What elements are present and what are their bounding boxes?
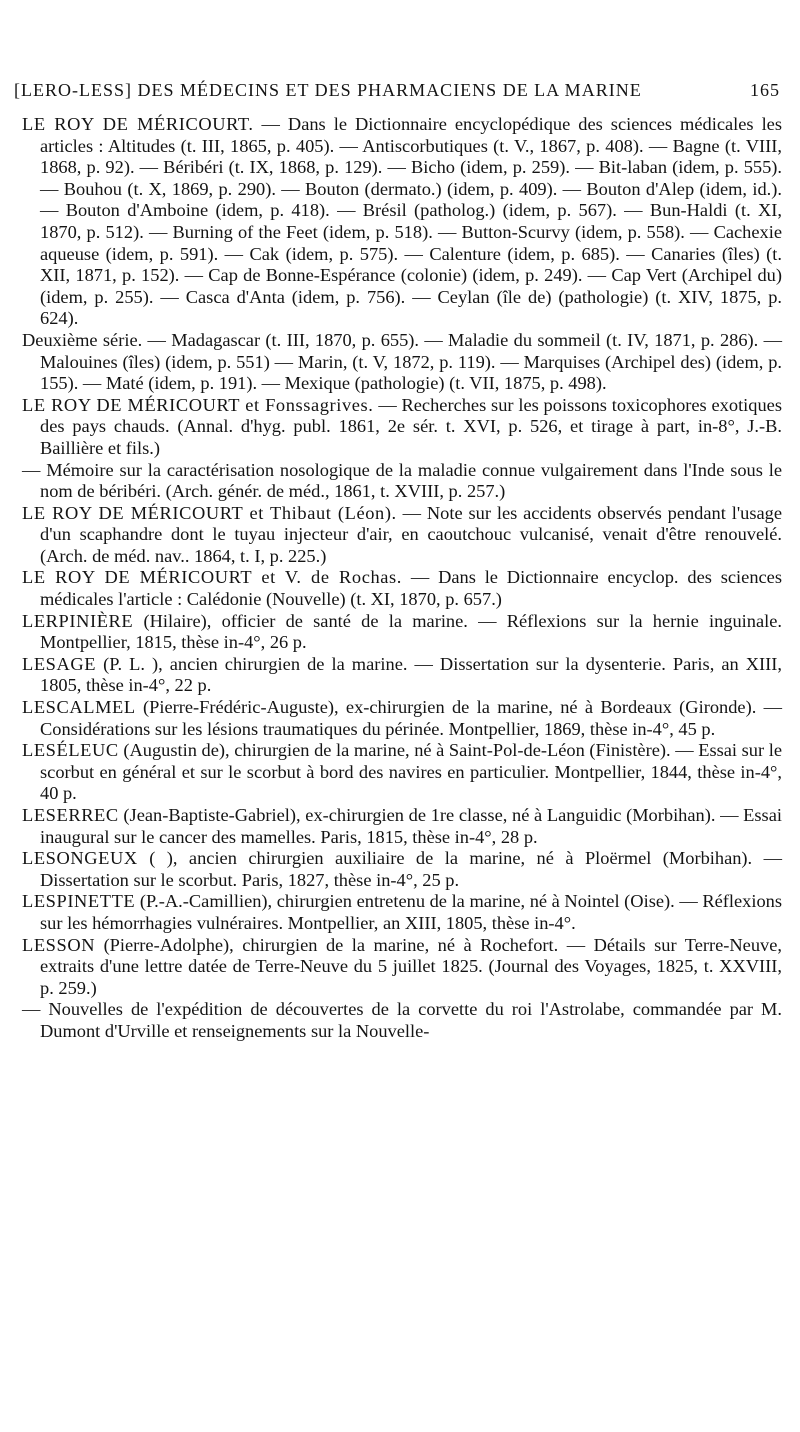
entry-author: LESERREC <box>22 805 119 825</box>
entry-lesongeux <box>22 848 782 891</box>
entry-memoire-beriberi <box>22 460 782 503</box>
entry-leseleuc <box>22 740 782 805</box>
entry-text: (Jean-Baptiste-Gabriel), ex-chirurgien de 1re classe, né à Languidic (Morbihan). — Essai inaugural sur le cancer des mamelles. Paris, 1815, thèse in-4°, 28 p. <box>40 805 782 847</box>
entry-le-roy-rochas <box>22 567 782 610</box>
bibliography-body <box>22 114 782 1043</box>
entry-text: (P.-A.-Camillien), chirurgien entretenu de la marine, né à Nointel (Oise). — Réflexions sur les hémorrhagies vulnéraires. Montpellier, an XIII, 1805, thèse in-4°. <box>40 891 782 933</box>
entry-author: LERPINIÈRE <box>22 610 134 631</box>
entry-author: LESCALMEL <box>22 697 136 718</box>
entry-author: LESPINETTE <box>22 891 136 912</box>
entry-lespinette <box>22 891 782 934</box>
entry-author: LESSON <box>22 934 96 955</box>
entry-author: LESÉLEUC <box>22 740 119 761</box>
entry-text: (Pierre-Adolphe), chirurgien de la marine, né à Rochefort. — Détails sur Terre-Neuve, extraits d'une lettre datée de Terre-Neuve du 5 juillet 1825. (Journal des Voyages, 1825, t. XXVIII, p. 259.) <box>40 934 782 998</box>
entry-text: — Note sur les accidents observés pendant l'usage d'un scaphandre dont le tuyau injecteur d'air, en caoutchouc vulcanisé, venait d'être renouvelé. (Arch. de méd. nav.. 1864, t. I, p. 225.) <box>40 502 783 566</box>
entry-text: — Dans le Dictionnaire encyclop. des sciences médicales l'article : Calédonie (Nouvelle) (t. XI, 1870, p. 657.) <box>40 567 782 610</box>
entry-text: (Hilaire), officier de santé de la marine. — Réflexions sur la hernie inguinale. Montpellier, 1815, thèse in-4°, 26 p. <box>40 610 782 653</box>
entry-le-roy-thibaut <box>22 503 782 568</box>
entry-author: LE ROY DE MÉRICOURT et Fonssagrives. <box>22 394 374 415</box>
entry-author: LE ROY DE MÉRICOURT. <box>22 114 254 134</box>
entry-text: ( ), ancien chirurgien auxiliaire de la marine, né à Ploërmel (Morbihan). — Dissertation sur le scorbut. Paris, 1827, thèse in-4°, 25 p. <box>40 848 782 890</box>
running-title: [LERO-LESS] DES MÉDECINS ET DES PHARMACIENS DE LA MARINE <box>14 80 642 100</box>
running-header <box>14 80 784 106</box>
entry-le-roy-de-mericourt <box>22 114 782 330</box>
entry-author: LE ROY DE MÉRICOURT et Thibaut (Léon). <box>22 502 397 523</box>
entry-lesson <box>22 935 782 1000</box>
entry-text: (Pierre-Frédéric-Auguste), ex-chirurgien de la marine, né à Bordeaux (Gironde). — Considérations sur les lésions traumatiques du périnée. Montpellier, 1869, thèse in-4°, 45 p. <box>40 697 782 739</box>
entry-author: LESONGEUX <box>22 848 138 869</box>
entry-text: Deuxième série. — Madagascar (t. III, 1870, p. 655). — Maladie du sommeil (t. IV, 1871, p. 286). — Malouines (îles) (idem, p. 551) — Marin, (t. V, 1872, p. 119). — Marquises (Archipel des) (idem, p. 155). — Maté (idem, p. 191). — Mexique (pathologie) (t. VII, 1875, p. 498). <box>22 329 782 394</box>
entry-text: — Recherches sur les poissons toxicophores exotiques des pays chauds. (Annal. d'hyg. publ. 1861, 2e sér. t. XVI, p. 526, et tirage à part, in-8°, J.-B. Baillière et fils.) <box>40 394 783 458</box>
entry-text: — Mémoire sur la caractérisation nosologique de la maladie connue vulgairement dans l'Inde sous le nom de béribéri. (Arch. génér. de méd., 1861, t. XVIII, p. 257.) <box>22 459 782 502</box>
entry-lerpiniere <box>22 611 782 654</box>
entry-text: (Augustin de), chirurgien de la marine, né à Saint-Pol-de-Léon (Finistère). — Essai sur le scorbut en général et sur le scorbut à bord des navires en particulier. Montpellier, 1844, thèse in-4°, 40 p. <box>40 740 782 804</box>
entry-lesage <box>22 654 782 697</box>
entry-author: LE ROY DE MÉRICOURT et V. de Rochas. <box>22 567 402 588</box>
entry-deuxieme-serie <box>22 330 782 395</box>
entry-lesson-astrolabe <box>22 999 782 1042</box>
entry-text: — Nouvelles de l'expédition de découvertes de la corvette du roi l'Astrolabe, commandée par M. Dumont d'Urville et renseignements sur la Nouvelle- <box>22 999 782 1041</box>
entry-text: — Dans le Dictionnaire encyclopédique des sciences médicales les articles : Altitudes (t. III, 1865, p. 405). — Antiscorbutiques (t. V., 1867, p. 408). — Bagne (t. VIII, 1868, p. 92). — Béribéri (t. IX, 1868, p. 129). — Bicho (idem, p. 259). — Bit-laban (idem, p. 555). — Bouhou (t. X, 1869, p. 290). — Bouton (dermato.) (idem, p. 409). — Bouton d'Alep (idem, id.). — Bouton d'Amboine (idem, p. 418). — Brésil (patholog.) (idem, p. 567). — Bun-Haldi (t. XI, 1870, p. 512). — Burning of the Feet (idem, p. 518). — Button-Scurvy (idem, p. 558). — Cachexie aqueuse (idem, p. 591). — Cak (idem, p. 575). — Calenture (idem, p. 685). — Canaries (îles) (t. XII, 1871, p. 152). — Cap de Bonne-Espérance (colonie) (idem, p. 249). — Cap Vert (Archipel du) (idem, p. 255). — Casca d'Anta (idem, p. 756). — Ceylan (île de) (pathologie) (t. XIV, 1875, p. 624). <box>40 114 782 329</box>
entry-le-roy-fonssagrives <box>22 395 782 460</box>
entry-author: LESAGE <box>22 653 97 674</box>
entry-text: (P. L. ), ancien chirurgien de la marine. — Dissertation sur la dysenterie. Paris, an XIII, 1805, thèse in-4°, 22 p. <box>40 653 782 696</box>
page-number: 165 <box>750 80 780 100</box>
entry-lescalmel <box>22 697 782 740</box>
entry-leserrec <box>22 805 782 848</box>
